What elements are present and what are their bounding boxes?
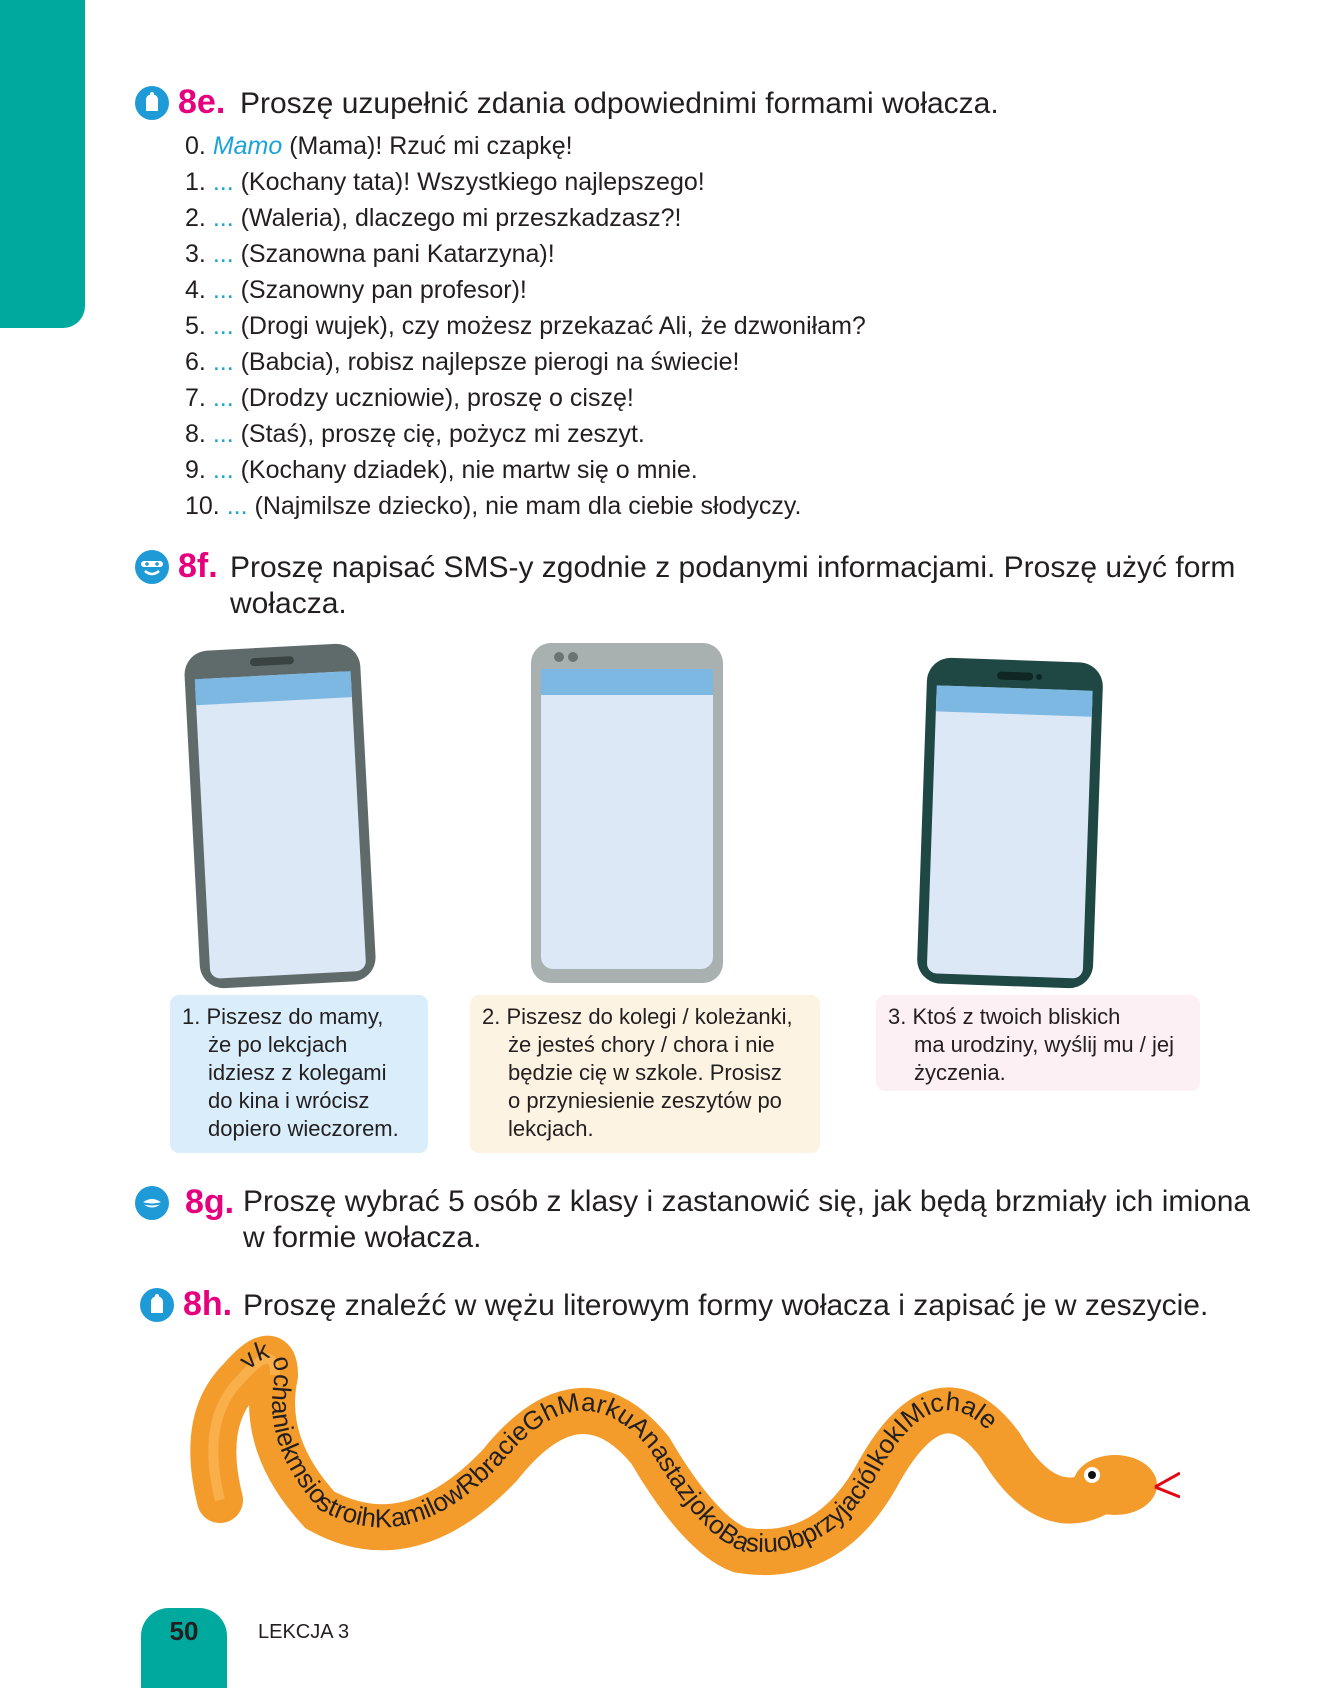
item-text: (Najmilsze dziecko), nie mam dla ciebie słodyczy. xyxy=(247,492,802,520)
item-text: (Szanowny pan profesor)! xyxy=(233,276,527,304)
exercise-number: 8f. xyxy=(178,547,218,585)
example-answer: Mamo xyxy=(212,132,283,160)
task-card xyxy=(876,995,1200,1091)
item-index: 1. xyxy=(185,168,206,196)
item-index: 0. xyxy=(185,132,206,160)
answer-blank: ... xyxy=(212,240,234,268)
answer-blank: ... xyxy=(212,420,234,448)
exercise-number: 8e. xyxy=(178,83,226,121)
exercise-item-list xyxy=(185,128,866,524)
item-index: 7. xyxy=(185,384,206,412)
exercise-title: Proszę znaleźć w wężu literowym formy wołacza i zapisać je w zeszycie. xyxy=(243,1289,1209,1322)
reading-eyes-icon xyxy=(135,550,169,584)
item-text: (Szanowna pani Katarzyna)! xyxy=(233,240,555,268)
task-card-text: 2. Piszesz do kolegi / koleżanki, że jesteś chory / chora i nie będzie cię w szkole. Prosisz o przyniesienie zeszytów po lekcjach. xyxy=(482,1004,793,1141)
item-text: (Waleria), dlaczego mi przeszkadzasz?! xyxy=(233,204,682,232)
answer-blank: ... xyxy=(212,276,234,304)
task-card-text: 3. Ktoś z twoich bliskich ma urodziny, wyślij mu / jej życzenia. xyxy=(888,1004,1174,1085)
item-text: (Mama)! Rzuć mi czapkę! xyxy=(282,132,573,160)
exercise-number: 8g. xyxy=(185,1183,235,1221)
item-index: 5. xyxy=(185,312,206,340)
list-item xyxy=(185,416,866,452)
exercise-number: 8h. xyxy=(183,1285,233,1323)
phone-illustration xyxy=(180,635,380,995)
item-text: (Staś), proszę cię, pożycz mi zeszyt. xyxy=(233,420,645,448)
item-index: 10. xyxy=(185,492,220,520)
answer-blank: ... xyxy=(212,456,234,484)
phone-illustration xyxy=(527,637,727,987)
item-text: (Kochany dziadek), nie martw się o mnie. xyxy=(233,456,698,484)
snake-letter-string: vkochaniekmsiostroihKamilowRbracieGhMarkuAnastazjokoBasiuobprzyjacióIkokIMichale xyxy=(232,1335,1005,1559)
answer-blank: ... xyxy=(212,384,234,412)
item-text: (Drodzy uczniowie), proszę o ciszę! xyxy=(233,384,634,412)
list-item xyxy=(185,344,866,380)
exercise-title-continued: w formie wołacza. xyxy=(243,1221,482,1254)
exercise-title: Proszę napisać SMS-y zgodnie z podanymi informacjami. Proszę użyć form xyxy=(230,551,1236,584)
answer-blank: ... xyxy=(212,168,234,196)
writing-hand-icon xyxy=(140,1288,174,1322)
list-item xyxy=(185,488,866,524)
item-index: 6. xyxy=(185,348,206,376)
list-item xyxy=(185,236,866,272)
answer-blank: ... xyxy=(212,312,234,340)
item-index: 8. xyxy=(185,420,206,448)
task-card xyxy=(470,995,820,1153)
list-item xyxy=(185,380,866,416)
page-number: 50 xyxy=(169,1616,199,1646)
answer-blank: ... xyxy=(212,204,234,232)
task-card-text: 1. Piszesz do mamy, że po lekcjach idziesz z kolegami do kina i wrócisz dopiero wieczorem. xyxy=(182,1004,399,1141)
item-text: (Babcia), robisz najlepsze pierogi na świecie! xyxy=(233,348,740,376)
lesson-label: LEKCJA 3 xyxy=(258,1621,350,1643)
item-index: 9. xyxy=(185,456,206,484)
item-index: 2. xyxy=(185,204,206,232)
exercise-title: Proszę wybrać 5 osób z klasy i zastanowić się, jak będą brzmiały ich imiona xyxy=(243,1185,1251,1218)
answer-blank: ... xyxy=(226,492,248,520)
list-item xyxy=(185,452,866,488)
letter-snake-illustration xyxy=(180,1335,1180,1595)
item-index: 4. xyxy=(185,276,206,304)
page-number-box xyxy=(141,1608,227,1688)
task-card xyxy=(170,995,428,1153)
item-text: (Drogi wujek), czy możesz przekazać Ali, że dzwoniłam? xyxy=(233,312,866,340)
item-index: 3. xyxy=(185,240,206,268)
phone-illustration xyxy=(910,652,1110,994)
writing-hand-icon xyxy=(135,86,169,120)
list-item xyxy=(185,164,866,200)
exercise-title: Proszę uzupełnić zdania odpowiednimi formami wołacza. xyxy=(240,87,999,120)
list-item xyxy=(185,200,866,236)
chapter-tab-strip xyxy=(0,0,85,328)
answer-blank: ... xyxy=(212,348,234,376)
list-item xyxy=(185,272,866,308)
item-text: (Kochany tata)! Wszystkiego najlepszego! xyxy=(233,168,705,196)
exercise-title-continued: wołacza. xyxy=(230,587,347,620)
example-item xyxy=(185,128,866,164)
speaking-mouth-icon xyxy=(135,1186,169,1220)
list-item xyxy=(185,308,866,344)
